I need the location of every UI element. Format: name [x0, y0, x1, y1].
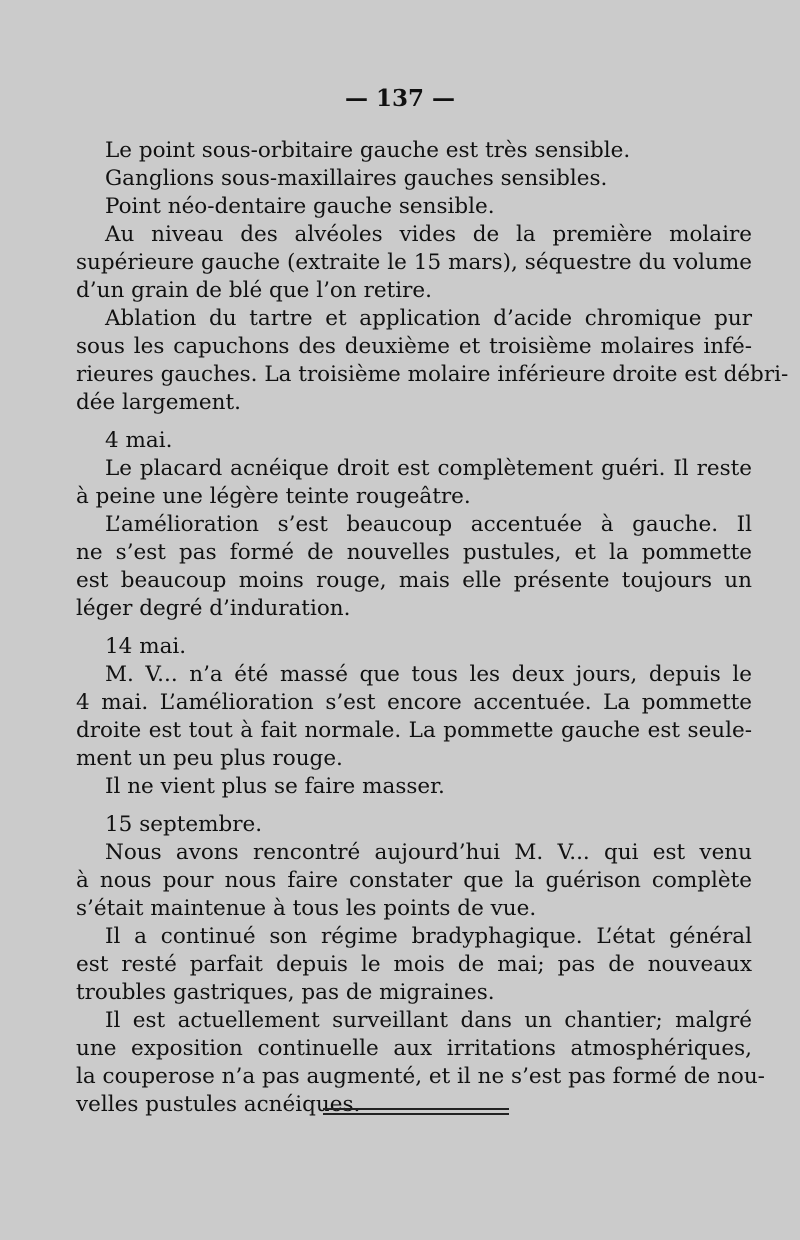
text-line: Le point sous-orbitaire gauche est très sensible. [105, 138, 631, 163]
text-line: est beaucoup moins rouge, mais elle présente toujours un [76, 568, 752, 593]
text-line: velles pustules acnéiques. [76, 1092, 361, 1117]
text-line: est resté parfait depuis le mois de mai; pas de nouveaux [76, 952, 752, 977]
text-line: sous les capuchons des deuxième et troisième molaires infé- [76, 334, 752, 359]
text-line: une exposition continuelle aux irritations atmosphériques, [76, 1036, 752, 1061]
text-line: ne s’est pas formé de nouvelles pustules, et la pommette [76, 540, 752, 565]
text-line: la couperose n’a pas augmenté, et il ne s’est pas formé de nou- [76, 1064, 765, 1089]
text-line: droite est tout à fait normale. La pommette gauche est seule- [76, 718, 752, 743]
text-line: L’amélioration s’est beaucoup accentuée à gauche. Il [105, 512, 752, 537]
text-line: Nous avons rencontré aujourd’hui M. V... qui est venu [105, 840, 752, 865]
text-line: 4 mai. L’amélioration s’est encore accentuée. La pommette [76, 690, 752, 715]
date-heading: 4 mai. [105, 428, 173, 453]
date-heading: 15 septembre. [105, 812, 263, 837]
text-line: Ganglions sous-maxillaires gauches sensibles. [105, 166, 608, 191]
text-line: Au niveau des alvéoles vides de la première molaire [105, 222, 752, 247]
text-line: Il a continué son régime bradyphagique. L’état général [105, 924, 752, 949]
text-line: rieures gauches. La troisième molaire inférieure droite est débri- [76, 362, 789, 387]
text-line: Point néo-dentaire gauche sensible. [105, 194, 495, 219]
text-line: Il est actuellement surveillant dans un chantier; malgré [105, 1008, 752, 1033]
date-heading: 14 mai. [105, 634, 187, 659]
text-line: Ablation du tartre et application d’acide chromique pur [105, 306, 752, 331]
text-line: Le placard acnéique droit est complètement guéri. Il reste [105, 456, 752, 481]
text-line: léger degré d’induration. [76, 596, 351, 621]
text-line: supérieure gauche (extraite le 15 mars), séquestre du volume [76, 250, 752, 275]
body-text [76, 137, 789, 1119]
text-line: troubles gastriques, pas de migraines. [76, 980, 495, 1005]
text-line: dée largement. [76, 390, 241, 415]
text-line: à peine une légère teinte rougeâtre. [76, 484, 471, 509]
text-line: à nous pour nous faire constater que la guérison complète [76, 868, 752, 893]
page-number: — 137 — [344, 85, 456, 112]
text-line: M. V... n’a été massé que tous les deux jours, depuis le [105, 662, 752, 687]
text-line: ment un peu plus rouge. [76, 746, 343, 771]
end-rule [323, 1108, 509, 1115]
text-line: s’était maintenue à tous les points de vue. [76, 896, 537, 921]
text-line: Il ne vient plus se faire masser. [105, 774, 445, 799]
text-line: d’un grain de blé que l’on retire. [76, 278, 432, 303]
